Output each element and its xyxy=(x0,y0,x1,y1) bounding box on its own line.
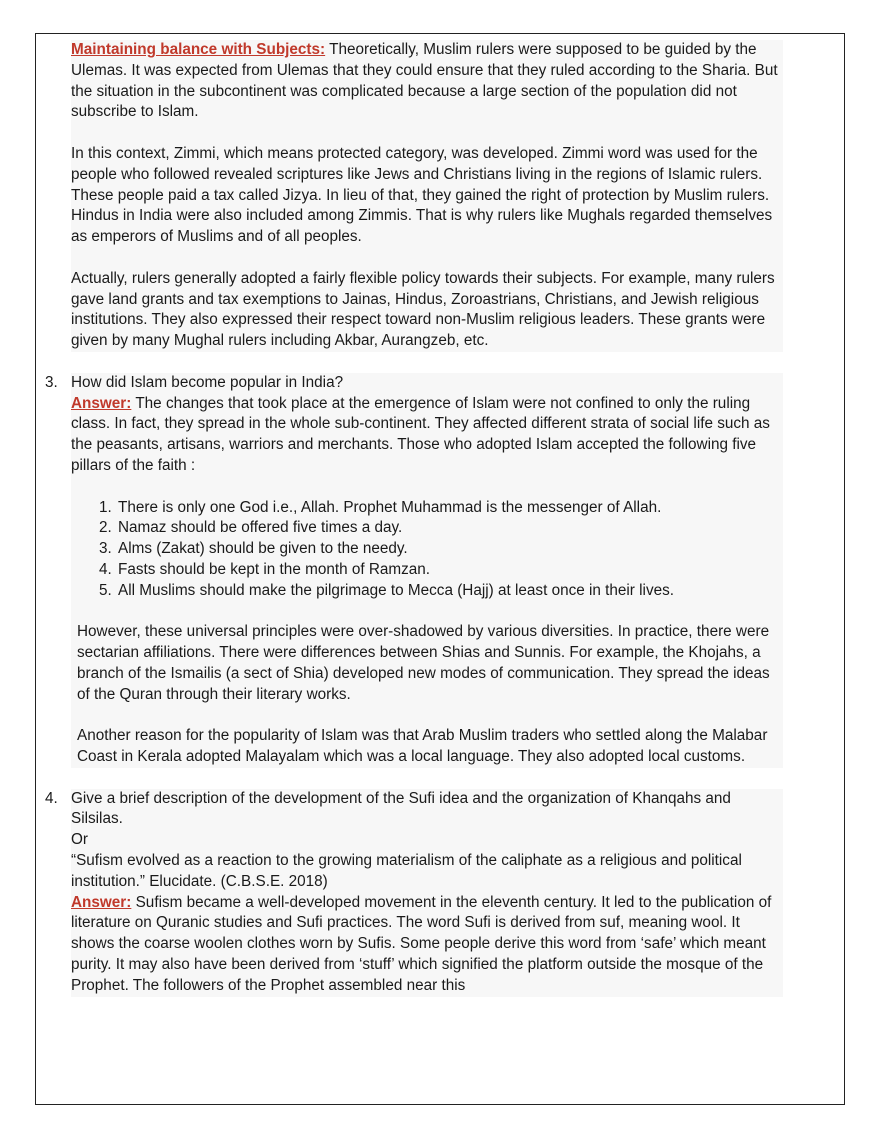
paragraph-arab-traders: Another reason for the popularity of Islam was that Arab Muslim traders who settled along the Malabar Coast in Kerala adopted Malayalam which was a local language. They also adopted local customs. xyxy=(77,727,768,766)
question-4 xyxy=(45,789,783,997)
section-maintaining-balance xyxy=(71,40,783,352)
question-4-quote: “Sufism evolved as a reaction to the growing materialism of the caliphate as a religious and political institution.” Elucidate. (C.B.S.E. 2018) xyxy=(71,852,742,890)
answer-text: The changes that took place at the emergence of Islam were not confined to only the ruling class. In fact, they spread in the whole sub-continent. They affected different strata of social life such as the peasants, artisans, warriors and merchants. Those who adopted Islam accepted the following five pillars of the faith : xyxy=(71,394,770,474)
list-item: 3. Alms (Zakat) should be given to the needy. xyxy=(116,539,783,560)
five-pillars-list xyxy=(71,498,783,602)
question-3-answer xyxy=(71,394,783,477)
paragraph-1-text: Theoretically, Muslim rulers were supposed to be guided by the Ulemas. It was expected from Ulemas that they could ensure that they ruled according to the Sharia. But the situation in the subcontinent was complicated because a large section of the population did not subscribe to Islam. xyxy=(71,41,778,121)
question-4-number: 4. xyxy=(45,789,58,807)
list-item: 2. Namaz should be offered five times a day. xyxy=(116,518,783,539)
paragraph-1 xyxy=(71,40,783,123)
paragraph-zimmi: In this context, Zimmi, which means protected category, was developed. Zimmi word was used for the people who followed revealed scriptures like Jews and Christians living in the regions of Islamic rulers. These people paid a tax called Jizya. In lieu of that, they gained the right of protection by Muslim rulers. Hindus in India were also included among Zimmis. That is why rulers like Mughals regarded themselves as emperors of Muslims and of all peoples. xyxy=(71,144,773,246)
answer-label: Answer: xyxy=(71,394,132,412)
question-3-number: 3. xyxy=(45,373,58,391)
list-item: 4. Fasts should be kept in the month of Ramzan. xyxy=(116,560,783,581)
question-3-text: How did Islam become popular in India? xyxy=(71,373,344,391)
question-4-answer xyxy=(71,893,783,997)
section-heading-colon: : xyxy=(320,41,326,58)
question-3 xyxy=(45,373,783,768)
paragraph-diversities: However, these universal principles were over-shadowed by various diversities. In practice, there were sectarian affiliations. There were differences between Shias and Sunnis. For example, the Khojahs, a branch of the Ismailis (a sect of Shia) developed new modes of communication. They spread the ideas of the Quran through their literary works. xyxy=(77,623,770,703)
document-body xyxy=(45,40,783,997)
question-4-or: Or xyxy=(71,831,88,849)
list-item: 5. All Muslims should make the pilgrimage to Mecca (Hajj) at least once in their lives. xyxy=(116,581,783,602)
list-item: 1. There is only one God i.e., Allah. Prophet Muhammad is the messenger of Allah. xyxy=(116,498,783,519)
question-4-text: Give a brief description of the development of the Sufi idea and the organization of Khanqahs and Silsilas. xyxy=(71,789,731,828)
answer-text: Sufism became a well-developed movement in the eleventh century. It led to the publication of literature on Quranic studies and Sufi practices. The word Sufi is derived from suf, meaning wool. It shows the coarse woolen clothes worn by Sufis. Some people derive this word from ‘safe’ which meant purity. It may also have been derived from ‘stuff’ which signified the platform outside the mosque of the Prophet. The followers of the Prophet assembled near this xyxy=(71,893,772,994)
answer-label: Answer: xyxy=(71,893,132,911)
section-heading: Maintaining balance with Subjects xyxy=(71,41,321,58)
paragraph-flexible-policy: Actually, rulers generally adopted a fairly flexible policy towards their subjects. For example, many rulers gave land grants and tax exemptions to Jainas, Hindus, Zoroastrians, Christians, and Jewish religious institutions. They also expressed their respect toward non-Muslim religious leaders. These grants were given by many Mughal rulers including Akbar, Aurangzeb, etc. xyxy=(71,269,775,350)
